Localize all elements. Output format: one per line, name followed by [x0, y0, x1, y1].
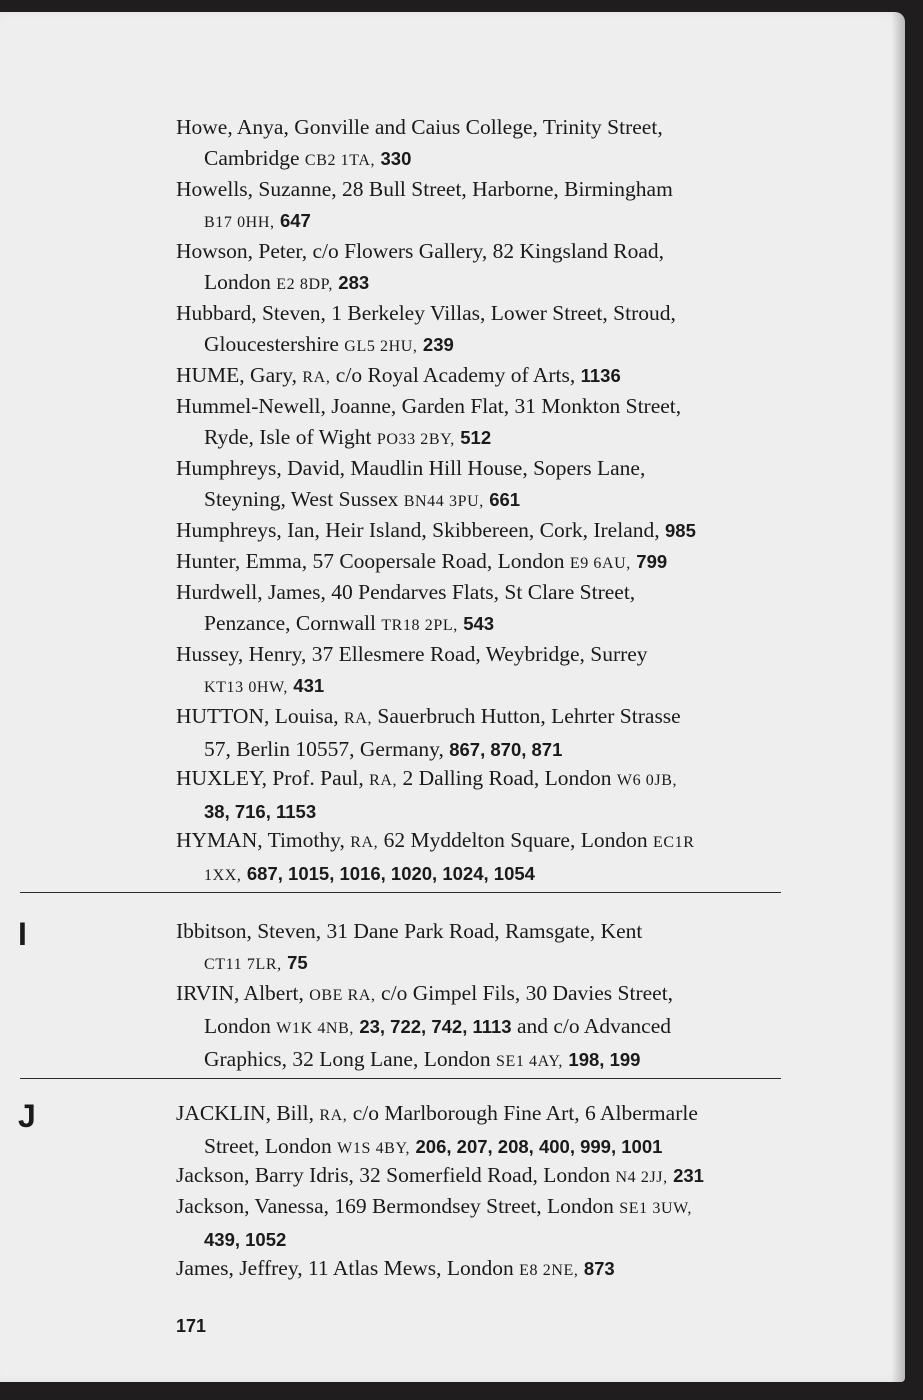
entry-text: 62 Myddelton Square, London — [383, 828, 648, 852]
index-entry — [176, 1253, 786, 1286]
postcode: E2 8DP, — [276, 276, 333, 293]
page-refs: 647 — [279, 210, 311, 231]
entry-text: Jackson, Barry Idris, 32 Somerfield Road, London — [176, 1163, 611, 1187]
entry-text: James, Jeffrey, 11 Atlas Mews, London — [176, 1256, 514, 1280]
index-entry — [176, 825, 786, 891]
entry-text: Hussey, Henry, 37 Ellesmere Road, Weybridge, Surrey — [176, 642, 648, 666]
index-entry — [176, 453, 786, 517]
page-refs: 867, 870, 871 — [449, 739, 563, 760]
entry-text: Sauerbruch Hutton, Lehrter Strasse — [377, 704, 681, 728]
entry-text: Hurdwell, James, 40 Pendarves Flats, St Clare Street, — [176, 580, 636, 604]
entry-text: HUXLEY, Prof. Paul, — [176, 766, 364, 790]
postcode: B17 0HH, — [204, 214, 275, 231]
page-refs: 330 — [380, 148, 412, 169]
postcode: BN44 3PU, — [403, 493, 484, 510]
page-refs: 38, 716, 1153 — [204, 801, 317, 822]
entry-text: Jackson, Vanessa, 169 Bermondsey Street, London — [176, 1194, 614, 1218]
index-entry — [176, 1098, 786, 1164]
index-entry — [176, 639, 786, 703]
page-refs: 431 — [293, 675, 325, 696]
index-entry — [176, 360, 786, 393]
section-divider — [20, 892, 781, 893]
index-entry — [176, 236, 786, 300]
entry-text: London — [204, 1014, 271, 1038]
entry-text: c/o Marlborough Fine Art, 6 Albermarle — [352, 1101, 698, 1125]
entry-text: JACKLIN, Bill, — [176, 1101, 314, 1125]
page-refs: 543 — [463, 613, 495, 634]
honorific: RA, — [344, 710, 373, 727]
postcode: CB2 1TA, — [304, 152, 376, 169]
honorific: RA, — [319, 1107, 348, 1124]
page-edge-shadow — [891, 12, 905, 1382]
postcode: W6 0JB, — [616, 772, 678, 789]
page-refs: 512 — [460, 427, 492, 448]
page-refs: 439, 1052 — [204, 1229, 287, 1250]
honorific: RA, — [350, 834, 379, 851]
postcode: KT13 0HW, — [204, 679, 288, 696]
entry-text: c/o Royal Academy of Arts, — [335, 363, 576, 387]
entry-text: Penzance, Cornwall — [204, 611, 376, 635]
honorific: OBE RA, — [309, 987, 376, 1004]
section-letter: I — [18, 916, 27, 952]
page-refs: 239 — [422, 334, 454, 355]
entry-text: Humphreys, Ian, Heir Island, Skibbereen, Cork, Ireland, — [176, 518, 660, 542]
postcode: 1XX, — [204, 867, 242, 884]
entry-text: 57, Berlin 10557, Germany, — [204, 737, 444, 761]
page-number: 171 — [176, 1316, 207, 1336]
page-refs: 687, 1015, 1016, 1020, 1024, 1054 — [246, 863, 535, 884]
page-refs: 873 — [583, 1258, 615, 1279]
entry-text: 2 Dalling Road, London — [402, 766, 612, 790]
entry-text: Street, London — [204, 1134, 332, 1158]
entry-text: Cambridge — [204, 146, 300, 170]
entry-text: c/o Gimpel Fils, 30 Davies Street, — [381, 981, 674, 1005]
entry-text: IRVIN, Albert, — [176, 981, 304, 1005]
index-entry — [176, 763, 786, 827]
section-divider — [20, 1078, 781, 1079]
index-entry — [176, 916, 786, 980]
postcode: E9 6AU, — [569, 555, 631, 572]
index-entry — [176, 577, 786, 641]
index-page — [0, 12, 905, 1382]
index-entry — [176, 112, 786, 176]
entry-text: Humphreys, David, Maudlin Hill House, Sopers Lane, — [176, 456, 646, 480]
entry-text: Hummel-Newell, Joanne, Garden Flat, 31 Monkton Street, — [176, 394, 682, 418]
entry-text: Hubbard, Steven, 1 Berkeley Villas, Lower Street, Stroud, — [176, 301, 676, 325]
page-refs: 799 — [636, 551, 668, 572]
index-entry — [176, 174, 786, 238]
postcode: EC1R — [652, 834, 695, 851]
postcode: SE1 3UW, — [619, 1200, 692, 1217]
entry-text: HYMAN, Timothy, — [176, 828, 345, 852]
postcode: SE1 4AY, — [495, 1053, 564, 1070]
entry-text: HUTTON, Louisa, — [176, 704, 339, 728]
page-refs: 1136 — [580, 365, 621, 386]
honorific: RA, — [302, 369, 331, 386]
page-refs: 206, 207, 208, 400, 999, 1001 — [415, 1136, 663, 1157]
page-refs: 23, 722, 742, 1113 — [359, 1016, 512, 1037]
page-refs: 661 — [489, 489, 521, 510]
entry-text: Steyning, West Sussex — [204, 487, 399, 511]
honorific: RA, — [369, 772, 398, 789]
page-refs: 75 — [287, 952, 308, 973]
index-entry — [176, 978, 786, 1077]
entry-text: and c/o Advanced — [516, 1014, 671, 1038]
postcode: W1S 4BY, — [337, 1140, 411, 1157]
postcode: N4 2JJ, — [615, 1169, 668, 1186]
entry-text: Gloucestershire — [204, 332, 339, 356]
index-entry — [176, 1191, 786, 1255]
index-entry — [176, 1160, 786, 1193]
postcode: W1K 4NB, — [276, 1020, 354, 1037]
postcode: PO33 2BY, — [376, 431, 455, 448]
entry-text: London — [204, 270, 271, 294]
entry-text: Howson, Peter, c/o Flowers Gallery, 82 Kingsland Road, — [176, 239, 664, 263]
postcode: CT11 7LR, — [204, 956, 282, 973]
page-refs: 283 — [338, 272, 370, 293]
entry-text: Hunter, Emma, 57 Coopersale Road, London — [176, 549, 565, 573]
index-entry — [176, 515, 786, 546]
postcode: GL5 2HU, — [344, 338, 418, 355]
page-refs: 231 — [673, 1165, 704, 1186]
page-refs: 985 — [665, 520, 696, 541]
index-entry — [176, 701, 786, 765]
index-entry — [176, 546, 786, 579]
index-entry — [176, 298, 786, 362]
postcode: TR18 2PL, — [381, 617, 458, 634]
entry-text: Howe, Anya, Gonville and Caius College, Trinity Street, — [176, 115, 663, 139]
entry-text: Graphics, 32 Long Lane, London — [204, 1047, 491, 1071]
section-letter: J — [18, 1098, 36, 1134]
entry-text: Ibbitson, Steven, 31 Dane Park Road, Ramsgate, Kent — [176, 919, 643, 943]
index-entry — [176, 391, 786, 455]
postcode: E8 2NE, — [519, 1262, 579, 1279]
page-refs: 198, 199 — [568, 1049, 641, 1070]
entry-text: Howells, Suzanne, 28 Bull Street, Harborne, Birmingham — [176, 177, 673, 201]
entry-text: HUME, Gary, — [176, 363, 298, 387]
entry-text: Ryde, Isle of Wight — [204, 425, 372, 449]
